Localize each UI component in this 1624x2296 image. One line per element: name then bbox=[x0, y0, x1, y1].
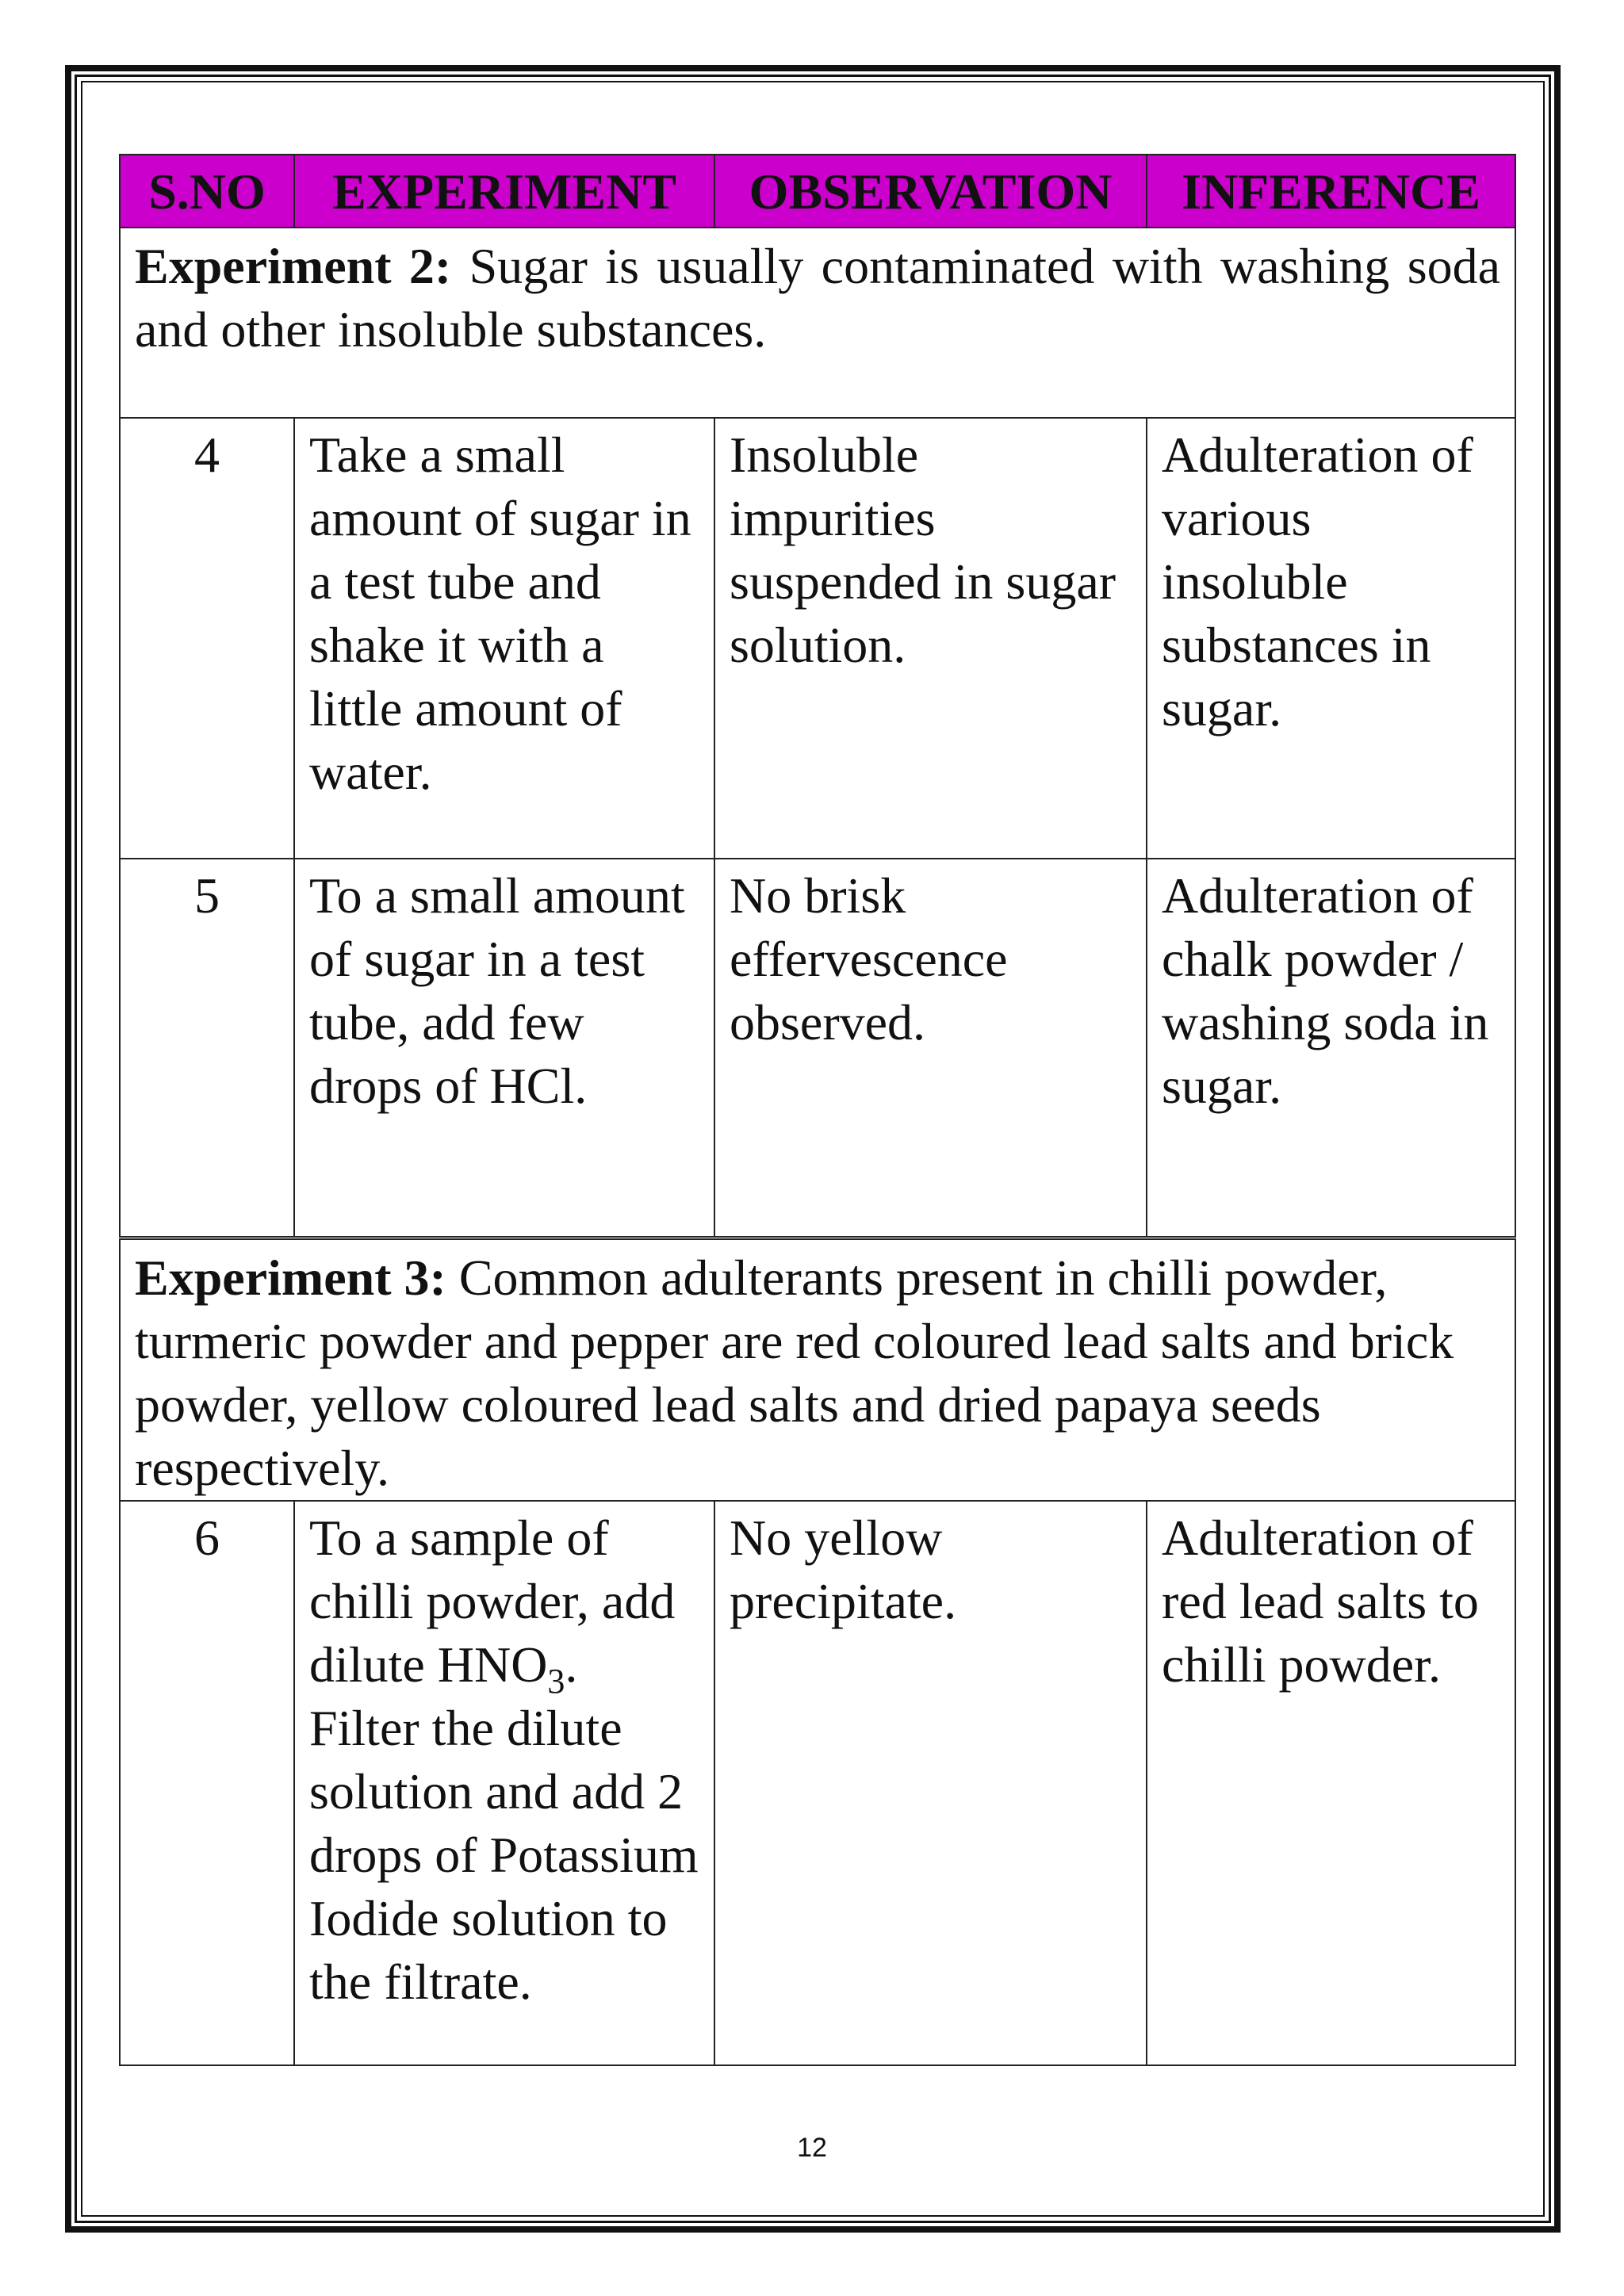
row-inference: Adulteration of chalk powder / washing soda in sugar. bbox=[1147, 859, 1515, 1238]
section-row-experiment-2 bbox=[120, 228, 1515, 418]
row-observation: No brisk effervescence observed. bbox=[714, 859, 1147, 1238]
row-experiment: To a small amount of sugar in a test tube, add few drops of HCl. bbox=[294, 859, 714, 1238]
row-sno: 4 bbox=[120, 418, 294, 859]
experiment-text-end: . Filter the dilute solution and add 2 drops of Potassium Iodide solution to the filtrate. bbox=[309, 1636, 699, 2010]
section-lead: Experiment 3: bbox=[135, 1249, 446, 1306]
section-lead: Experiment 2: bbox=[135, 238, 452, 294]
row-sno: 6 bbox=[120, 1501, 294, 2065]
row-experiment bbox=[294, 1501, 714, 2065]
section-text: Common adulterants present in chilli powder, turmeric powder and pepper are red coloured lead salts and brick powder, yellow coloured lead salts and dried papaya seeds respectively. bbox=[135, 1249, 1454, 1496]
table-header-row bbox=[120, 155, 1515, 228]
table-row bbox=[120, 1501, 1515, 2065]
subscript-3: 3 bbox=[547, 1661, 565, 1701]
table-row bbox=[120, 418, 1515, 859]
header-inference: INFERENCE bbox=[1147, 155, 1515, 228]
row-sno: 5 bbox=[120, 859, 294, 1238]
section-description bbox=[120, 228, 1515, 418]
row-inference: Adulteration of various insoluble substances in sugar. bbox=[1147, 418, 1515, 859]
page-number: 12 bbox=[797, 2133, 827, 2163]
experiment-text-start: To a sample of chilli powder, add dilute HNO bbox=[309, 1509, 676, 1693]
section-row-experiment-3 bbox=[120, 1238, 1515, 1501]
header-observation: OBSERVATION bbox=[714, 155, 1147, 228]
header-experiment: EXPERIMENT bbox=[294, 155, 714, 228]
table-row bbox=[120, 859, 1515, 1238]
section-text: Sugar is usually contaminated with washing soda and other insoluble substances. bbox=[135, 238, 1501, 358]
row-inference: Adulteration of red lead salts to chilli powder. bbox=[1147, 1501, 1515, 2065]
section-description bbox=[120, 1238, 1515, 1501]
row-observation: No yellow precipitate. bbox=[714, 1501, 1147, 2065]
header-sno: S.NO bbox=[120, 155, 294, 228]
row-observation: Insoluble impurities suspended in sugar solution. bbox=[714, 418, 1147, 859]
row-experiment: Take a small amount of sugar in a test tube and shake it with a little amount of water. bbox=[294, 418, 714, 859]
experiment-table bbox=[119, 154, 1516, 2066]
